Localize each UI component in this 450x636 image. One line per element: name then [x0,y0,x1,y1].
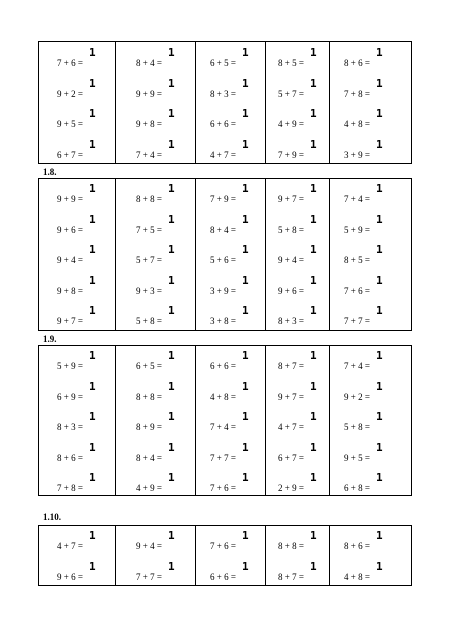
addition-expression: 7 + 8 = [57,483,83,493]
exercise-column [265,42,329,163]
answer-mark: 1 [89,560,96,573]
exercise-item [266,107,330,131]
addition-expression: 3 + 9 = [344,149,370,160]
addition-expression: 7 + 7 = [136,572,162,582]
answer-mark: 1 [242,560,249,573]
addition-expression: 2 + 9 = [278,483,304,493]
addition-expression: 7 + 6 = [210,541,236,551]
exercise-column [115,42,195,163]
addition-expression: 8 + 7 = [278,572,304,582]
addition-expression: 8 + 4 = [210,224,236,235]
addition-expression: 9 + 2 = [344,391,370,402]
exercise-item [266,273,330,298]
exercise-item [196,349,266,373]
exercise-item [39,529,115,553]
addition-expression: 8 + 3 = [57,422,83,432]
answer-mark: 1 [89,471,96,484]
answer-mark: 1 [310,76,317,90]
exercise-item [196,440,266,465]
answer-mark: 1 [376,349,383,362]
addition-expression: 8 + 5 = [344,255,370,265]
addition-expression: 6 + 8 = [344,483,370,493]
addition-expression: 4 + 7 = [278,422,304,432]
section-label: 1.9. [43,334,57,344]
addition-expression: 7 + 6 = [210,483,236,493]
answer-mark: 1 [376,560,383,573]
answer-mark: 1 [376,243,383,256]
addition-expression: 5 + 9 = [57,361,83,371]
exercise-item [330,76,414,101]
exercise-item [266,76,330,101]
exercise-item [39,410,115,434]
answer-mark: 1 [310,212,317,226]
answer-mark: 1 [242,76,249,90]
answer-mark: 1 [310,46,317,59]
exercise-item [266,182,330,206]
answer-mark: 1 [242,471,249,484]
answer-mark: 1 [89,212,96,226]
answer-mark: 1 [310,560,317,573]
addition-expression: 9 + 7 = [278,194,304,204]
exercise-item [196,137,266,162]
answer-mark: 1 [310,440,317,454]
answer-mark: 1 [168,304,175,317]
answer-mark: 1 [89,273,96,287]
exercise-item [196,529,266,553]
addition-expression: 7 + 6 = [57,58,83,68]
exercise-item [39,349,115,373]
exercise-item [196,46,266,70]
exercise-column [39,179,115,330]
addition-expression: 9 + 2 = [57,88,83,99]
answer-mark: 1 [376,182,383,195]
answer-mark: 1 [242,379,249,393]
answer-mark: 1 [242,440,249,454]
addition-expression: 3 + 8 = [210,316,236,326]
exercise-item [266,410,330,434]
exercise-item [266,560,330,584]
exercise-item [116,137,196,162]
addition-expression: 7 + 4 = [344,361,370,371]
answer-mark: 1 [168,107,175,120]
addition-expression: 8 + 8 = [136,194,162,204]
addition-expression: 6 + 5 = [210,58,236,68]
answer-mark: 1 [242,529,249,542]
addition-expression: 4 + 8 = [210,391,236,402]
answer-mark: 1 [89,410,96,423]
exercise-item [266,440,330,465]
exercise-item [39,379,115,404]
answer-mark: 1 [310,410,317,423]
answer-mark: 1 [376,107,383,120]
answer-mark: 1 [168,440,175,454]
exercise-item [330,349,414,373]
exercise-item [330,379,414,404]
answer-mark: 1 [310,107,317,120]
answer-mark: 1 [376,212,383,226]
addition-expression: 9 + 5 = [57,119,83,129]
answer-mark: 1 [310,243,317,256]
answer-mark: 1 [376,137,383,151]
exercise-item [39,440,115,465]
answer-mark: 1 [168,46,175,59]
answer-mark: 1 [89,349,96,362]
answer-mark: 1 [310,349,317,362]
exercise-item [266,379,330,404]
exercise-column [265,179,329,330]
addition-expression: 8 + 6 = [57,452,83,463]
answer-mark: 1 [376,379,383,393]
exercise-column [39,346,115,495]
addition-expression: 5 + 9 = [344,224,370,235]
answer-mark: 1 [376,76,383,90]
exercise-item [116,273,196,298]
addition-expression: 7 + 4 = [210,422,236,432]
answer-mark: 1 [242,243,249,256]
exercise-column [195,526,265,585]
addition-expression: 5 + 7 = [136,255,162,265]
addition-expression: 9 + 6 = [57,572,83,582]
answer-mark: 1 [168,560,175,573]
exercise-item [196,273,266,298]
exercise-item [330,182,414,206]
addition-expression: 4 + 9 = [278,119,304,129]
exercise-item [116,304,196,328]
exercise-item [39,137,115,162]
addition-expression: 8 + 3 = [278,316,304,326]
exercise-column [115,346,195,495]
addition-expression: 7 + 7 = [344,316,370,326]
answer-mark: 1 [242,212,249,226]
exercise-item [116,212,196,237]
answer-mark: 1 [168,379,175,393]
answer-mark: 1 [242,349,249,362]
answer-mark: 1 [310,182,317,195]
exercise-item [266,137,330,162]
exercise-item [116,529,196,553]
addition-expression: 6 + 7 = [278,452,304,463]
answer-mark: 1 [168,137,175,151]
exercise-item [116,182,196,206]
exercise-column [195,42,265,163]
answer-mark: 1 [89,107,96,120]
answer-mark: 1 [89,137,96,151]
answer-mark: 1 [376,304,383,317]
answer-mark: 1 [168,273,175,287]
exercise-item [196,410,266,434]
exercise-item [39,560,115,584]
exercise-item [116,243,196,267]
exercise-box [38,41,412,164]
exercise-item [330,273,414,298]
answer-mark: 1 [242,137,249,151]
answer-mark: 1 [168,410,175,423]
answer-mark: 1 [310,273,317,287]
answer-mark: 1 [376,471,383,484]
exercise-item [330,107,414,131]
answer-mark: 1 [310,379,317,393]
addition-expression: 4 + 8 = [344,119,370,129]
addition-expression: 6 + 5 = [136,361,162,371]
exercise-item [116,560,196,584]
answer-mark: 1 [168,471,175,484]
exercise-item [266,243,330,267]
exercise-item [330,529,414,553]
exercise-column [115,526,195,585]
exercise-item [330,471,414,495]
addition-expression: 5 + 7 = [278,88,304,99]
addition-expression: 8 + 6 = [344,541,370,551]
exercise-column [329,346,413,495]
exercise-column [39,42,115,163]
exercise-column [265,526,329,585]
exercise-item [196,76,266,101]
addition-expression: 5 + 8 = [344,422,370,432]
exercise-column [265,346,329,495]
addition-expression: 9 + 3 = [136,285,162,296]
answer-mark: 1 [310,471,317,484]
addition-expression: 7 + 8 = [344,88,370,99]
addition-expression: 4 + 9 = [136,483,162,493]
exercise-item [196,107,266,131]
exercise-item [39,273,115,298]
exercise-item [330,440,414,465]
exercise-item [330,410,414,434]
addition-expression: 9 + 6 = [278,285,304,296]
exercise-item [39,46,115,70]
addition-expression: 7 + 7 = [210,452,236,463]
addition-expression: 9 + 4 = [278,255,304,265]
exercise-item [116,410,196,434]
answer-mark: 1 [168,349,175,362]
answer-mark: 1 [242,304,249,317]
exercise-item [116,107,196,131]
answer-mark: 1 [89,182,96,195]
answer-mark: 1 [376,529,383,542]
addition-expression: 3 + 9 = [210,285,236,296]
addition-expression: 8 + 5 = [278,58,304,68]
answer-mark: 1 [376,46,383,59]
exercise-item [330,243,414,267]
answer-mark: 1 [310,137,317,151]
answer-mark: 1 [310,529,317,542]
addition-expression: 9 + 8 = [57,285,83,296]
exercise-column [329,179,413,330]
exercise-item [330,137,414,162]
addition-expression: 6 + 7 = [57,149,83,160]
addition-expression: 9 + 7 = [278,391,304,402]
answer-mark: 1 [168,212,175,226]
exercise-item [266,46,330,70]
exercise-box [38,178,412,331]
exercise-column [329,42,413,163]
addition-expression: 6 + 6 = [210,361,236,371]
answer-mark: 1 [376,273,383,287]
addition-expression: 6 + 6 = [210,119,236,129]
answer-mark: 1 [310,304,317,317]
addition-expression: 9 + 7 = [57,316,83,326]
exercise-item [116,349,196,373]
addition-expression: 5 + 8 = [136,316,162,326]
answer-mark: 1 [242,46,249,59]
answer-mark: 1 [168,243,175,256]
exercise-column [115,179,195,330]
addition-expression: 9 + 6 = [57,224,83,235]
exercise-item [39,243,115,267]
addition-expression: 7 + 4 = [344,194,370,204]
exercise-item [266,212,330,237]
exercise-column [329,526,413,585]
addition-expression: 8 + 7 = [278,361,304,371]
addition-expression: 9 + 4 = [57,255,83,265]
exercise-item [196,182,266,206]
exercise-item [39,182,115,206]
answer-mark: 1 [89,379,96,393]
answer-mark: 1 [168,76,175,90]
addition-expression: 8 + 4 = [136,452,162,463]
answer-mark: 1 [242,107,249,120]
addition-expression: 7 + 6 = [344,285,370,296]
exercise-item [39,107,115,131]
addition-expression: 4 + 7 = [210,149,236,160]
addition-expression: 8 + 9 = [136,422,162,432]
exercise-item [330,304,414,328]
addition-expression: 4 + 8 = [344,572,370,582]
answer-mark: 1 [89,76,96,90]
answer-mark: 1 [242,410,249,423]
addition-expression: 5 + 8 = [278,224,304,235]
addition-expression: 9 + 9 = [136,88,162,99]
addition-expression: 9 + 8 = [136,119,162,129]
answer-mark: 1 [242,182,249,195]
exercise-item [116,440,196,465]
addition-expression: 8 + 3 = [210,88,236,99]
exercise-item [196,304,266,328]
answer-mark: 1 [89,243,96,256]
exercise-item [39,212,115,237]
exercise-item [196,560,266,584]
exercise-item [266,529,330,553]
exercise-item [266,304,330,328]
exercise-item [116,379,196,404]
addition-expression: 8 + 8 = [278,541,304,551]
exercise-column [39,526,115,585]
exercise-column [195,346,265,495]
answer-mark: 1 [242,273,249,287]
exercise-column [195,179,265,330]
exercise-item [116,46,196,70]
exercise-item [266,471,330,495]
exercise-box [38,525,412,586]
addition-expression: 6 + 9 = [57,391,83,402]
addition-expression: 8 + 8 = [136,391,162,402]
addition-expression: 7 + 4 = [136,149,162,160]
addition-expression: 9 + 5 = [344,452,370,463]
addition-expression: 9 + 4 = [136,541,162,551]
exercise-item [196,379,266,404]
answer-mark: 1 [376,440,383,454]
exercise-item [39,76,115,101]
exercise-item [266,349,330,373]
addition-expression: 8 + 4 = [136,58,162,68]
answer-mark: 1 [168,182,175,195]
exercise-item [116,76,196,101]
section-label: 1.8. [43,167,57,177]
exercise-item [330,212,414,237]
answer-mark: 1 [376,410,383,423]
exercise-item [196,243,266,267]
exercise-item [196,212,266,237]
answer-mark: 1 [89,529,96,542]
exercise-box [38,345,412,496]
addition-expression: 9 + 9 = [57,194,83,204]
answer-mark: 1 [89,304,96,317]
section-label: 1.10. [43,512,61,522]
addition-expression: 7 + 9 = [210,194,236,204]
exercise-item [330,46,414,70]
addition-expression: 5 + 6 = [210,255,236,265]
exercise-item [116,471,196,495]
answer-mark: 1 [89,46,96,59]
answer-mark: 1 [89,440,96,454]
addition-expression: 8 + 6 = [344,58,370,68]
addition-expression: 6 + 6 = [210,572,236,582]
exercise-item [330,560,414,584]
addition-expression: 4 + 7 = [57,541,83,551]
answer-mark: 1 [168,529,175,542]
addition-expression: 7 + 5 = [136,224,162,235]
exercise-item [196,471,266,495]
addition-expression: 7 + 9 = [278,149,304,160]
exercise-item [39,471,115,495]
exercise-item [39,304,115,328]
